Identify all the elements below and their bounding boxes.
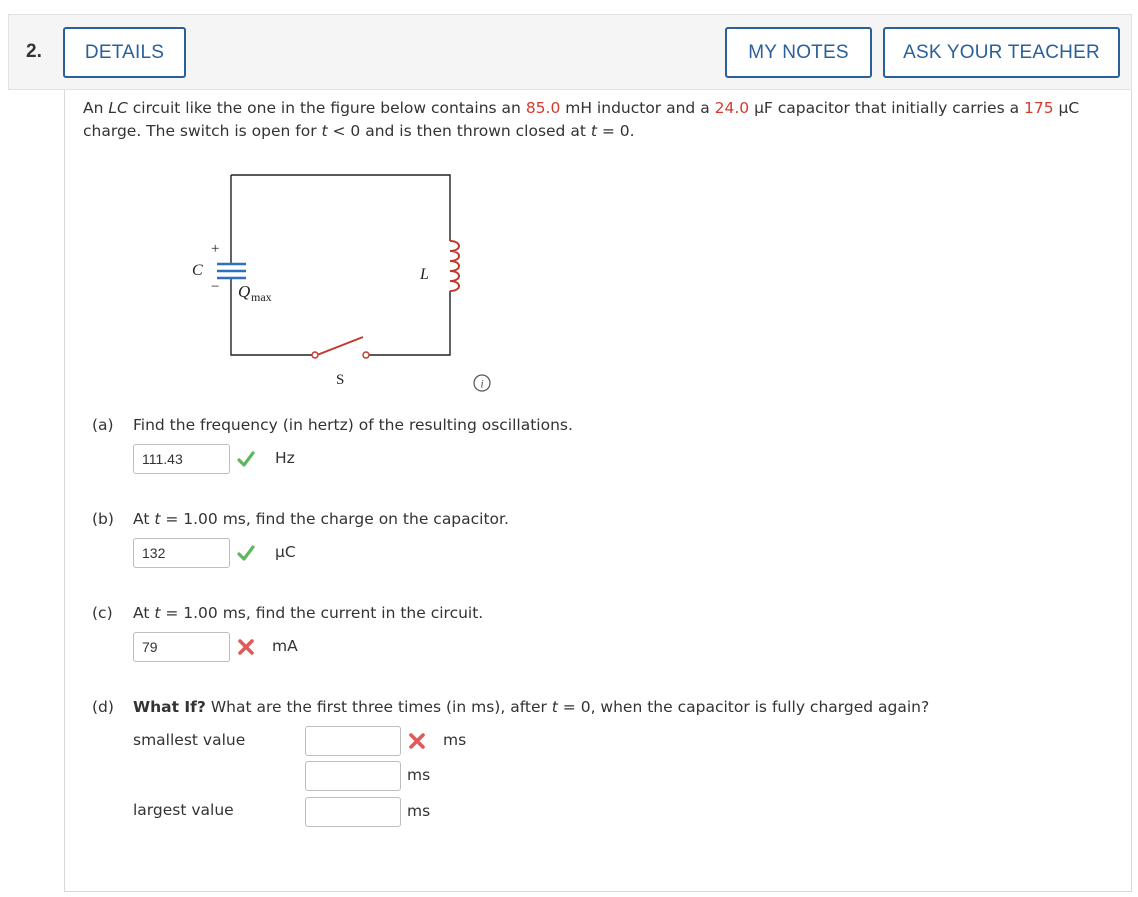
part-a-unit: Hz xyxy=(275,449,295,467)
qmax-label: Q xyxy=(238,282,251,301)
inductance-value: 85.0 xyxy=(525,99,561,117)
inductor-coil xyxy=(450,241,459,291)
part-d-input-3[interactable] xyxy=(305,797,401,827)
plus-sign: + xyxy=(211,241,220,257)
qmax-subscript: max xyxy=(251,290,272,304)
incorrect-x-icon xyxy=(407,731,427,751)
part-b-answer-input[interactable]: 132 xyxy=(133,538,230,568)
switch-label: S xyxy=(336,372,345,388)
part-c-answer-input[interactable]: 79 xyxy=(133,632,230,662)
capacitor-label: C xyxy=(192,262,203,279)
part-c-label: (c) xyxy=(92,604,113,622)
part-d-unit-2: ms xyxy=(407,766,431,784)
part-d-unit-3: ms xyxy=(407,802,431,820)
correct-check-icon xyxy=(236,543,256,563)
switch-right-terminal xyxy=(363,352,369,358)
part-b-unit: µC xyxy=(275,543,296,561)
info-icon[interactable] xyxy=(473,374,491,392)
capacitance-value: 24.0 xyxy=(714,99,750,117)
part-d-input-2[interactable] xyxy=(305,761,401,791)
part-b-question: At t = 1.00 ms, find the charge on the capacitor. xyxy=(133,510,509,528)
lc-circuit-figure xyxy=(180,165,530,405)
inductor-label: L xyxy=(420,266,429,283)
question-number: 2. xyxy=(26,41,42,62)
smallest-value-label: smallest value xyxy=(133,731,246,749)
part-d-question: What If? What are the first three times (in ms), after t = 0, when the capacitor is fully charged again? xyxy=(133,698,930,716)
right-wire xyxy=(364,291,450,355)
part-b-label: (b) xyxy=(92,510,114,528)
charge-value: 175 xyxy=(1024,99,1054,117)
part-a-answer-input[interactable]: 111.43 xyxy=(133,444,230,474)
part-a-label: (a) xyxy=(92,416,114,434)
correct-check-icon xyxy=(236,449,256,469)
switch-lever xyxy=(317,337,363,355)
part-d-label: (d) xyxy=(92,698,114,716)
part-c-unit: mA xyxy=(272,637,298,655)
details-button[interactable]: DETAILS xyxy=(63,27,186,78)
top-wire xyxy=(231,175,450,241)
part-c-question: At t = 1.00 ms, find the current in the circuit. xyxy=(133,604,484,622)
my-notes-button[interactable]: MY NOTES xyxy=(725,27,872,78)
part-d-input-1[interactable] xyxy=(305,726,401,756)
ask-your-teacher-button[interactable]: ASK YOUR TEACHER xyxy=(883,27,1120,78)
question-intro: An LC circuit like the one in the figure below contains an 85.0 mH inductor and a 24.0 µF capacitor that initially carries a 175 µC charge. The switch is open for t < 0 and is then thrown closed at t = 0. xyxy=(83,99,1080,140)
svg-text:i: i xyxy=(480,376,484,391)
part-d-unit-1: ms xyxy=(443,731,467,749)
incorrect-x-icon xyxy=(236,637,256,657)
switch-left-terminal xyxy=(312,352,318,358)
minus-sign: − xyxy=(211,279,220,295)
largest-value-label: largest value xyxy=(133,801,234,819)
part-a-question: Find the frequency (in hertz) of the resulting oscillations. xyxy=(133,416,573,434)
